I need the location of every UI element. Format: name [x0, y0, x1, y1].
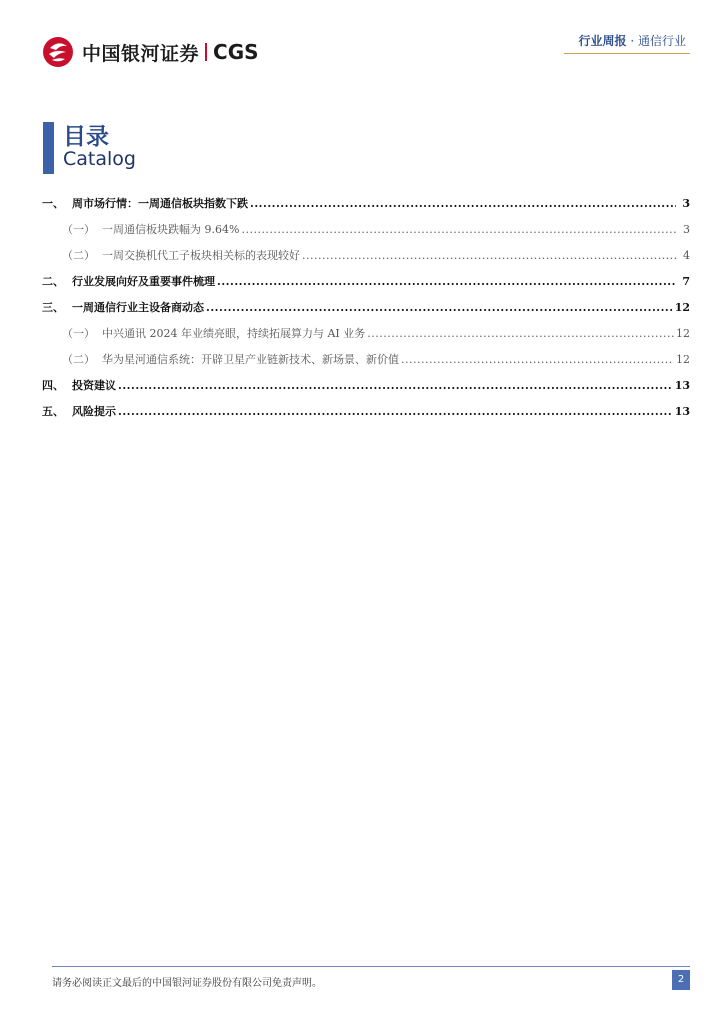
- footer-rule: [52, 966, 690, 967]
- toc-page: 12: [674, 300, 690, 314]
- toc-label: 投资建议: [72, 379, 116, 392]
- report-type: 行业周报: [578, 34, 627, 48]
- toc-label: 中兴通讯 2024 年业绩亮眼，持续拓展算力与 AI 业务: [102, 327, 366, 340]
- toc-label: 一周通信行业主设备商动态: [72, 301, 204, 314]
- toc-leader: [206, 301, 673, 314]
- toc-item[interactable]: [42, 346, 690, 372]
- toc-page: 3: [682, 196, 690, 210]
- page-number: 2: [672, 970, 690, 990]
- toc-leader: [367, 327, 674, 340]
- toc-item[interactable]: [42, 372, 690, 398]
- catalog-title-cn: 目录: [63, 124, 109, 150]
- company-logo: [42, 36, 259, 68]
- header-rule: [564, 53, 690, 54]
- cgs-logo-icon: [42, 36, 74, 68]
- toc-label: 周市场行情：一周通信板块指数下跌: [72, 197, 248, 210]
- toc-page: 12: [676, 352, 690, 366]
- toc-item[interactable]: [42, 190, 690, 216]
- catalog-title-en: Catalog: [63, 148, 136, 170]
- header-separator: ·: [630, 34, 635, 48]
- toc-page: 3: [683, 222, 690, 236]
- toc-page: 7: [682, 274, 690, 288]
- page-header: [0, 0, 724, 80]
- logo-text: 中国银河证券: [82, 42, 200, 65]
- title-accent-bar: [43, 122, 54, 174]
- table-of-contents: [42, 190, 690, 424]
- toc-item[interactable]: [42, 320, 690, 346]
- toc-leader: [217, 275, 676, 288]
- logo-en: CGS: [213, 40, 259, 64]
- toc-item[interactable]: [42, 398, 690, 424]
- toc-leader: [401, 353, 674, 366]
- toc-number: 三、: [42, 301, 64, 314]
- toc-item[interactable]: [42, 216, 690, 242]
- logo-separator: [205, 43, 207, 61]
- toc-leader: [118, 405, 673, 418]
- toc-label: 华为星河通信系统：开辟卫星产业链新技术、新场景、新价值: [102, 353, 399, 366]
- toc-number: 五、: [42, 405, 64, 418]
- toc-number: （二）: [62, 249, 95, 262]
- toc-label: 一周通信板块跌幅为 9.64%: [102, 223, 240, 236]
- toc-leader: [302, 249, 676, 262]
- toc-item[interactable]: [42, 294, 690, 320]
- footer-disclaimer: 请务必阅读正文最后的中国银河证券股份有限公司免责声明。: [52, 978, 322, 989]
- toc-item[interactable]: [42, 268, 690, 294]
- toc-item[interactable]: [42, 242, 690, 268]
- toc-number: （一）: [62, 327, 95, 340]
- toc-label: 行业发展向好及重要事件梳理: [72, 275, 215, 288]
- toc-leader: [250, 197, 676, 210]
- report-category: [578, 32, 686, 49]
- toc-label: 风险提示: [72, 405, 116, 418]
- toc-page: 13: [674, 404, 690, 418]
- toc-label: 一周交换机代工子板块相关标的表现较好: [102, 249, 300, 262]
- toc-page: 4: [683, 248, 690, 262]
- toc-number: （二）: [62, 353, 95, 366]
- toc-page: 13: [674, 378, 690, 392]
- toc-number: 一、: [42, 197, 64, 210]
- toc-number: 二、: [42, 275, 64, 288]
- industry-name: 通信行业: [637, 34, 686, 48]
- toc-number: 四、: [42, 379, 64, 392]
- toc-page: 12: [676, 326, 690, 340]
- toc-leader: [241, 223, 676, 236]
- toc-number: （一）: [62, 223, 95, 236]
- toc-leader: [118, 379, 673, 392]
